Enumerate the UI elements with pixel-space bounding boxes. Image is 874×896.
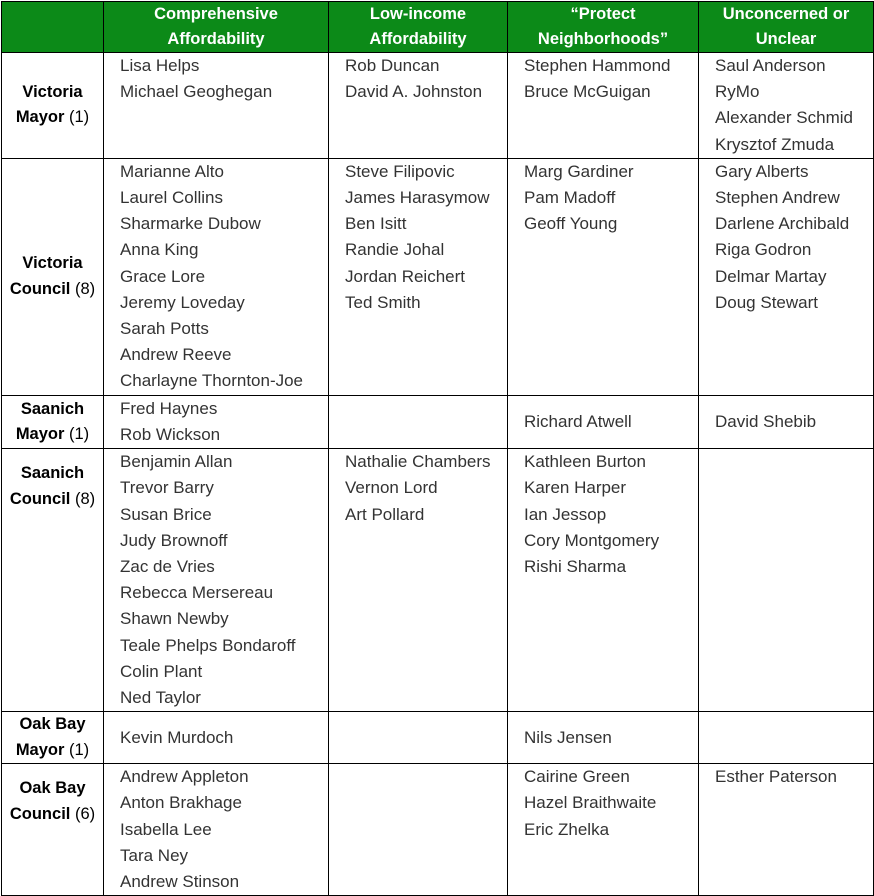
candidate-name: David Shebib bbox=[715, 411, 817, 431]
cell-comprehensive bbox=[104, 712, 329, 764]
row-label-count: (1) bbox=[69, 108, 90, 127]
candidate-name: Delmar Martay bbox=[715, 266, 827, 286]
candidate-name: Lisa Helps bbox=[120, 56, 200, 75]
cell-unconcerned bbox=[699, 158, 874, 395]
row-label bbox=[2, 158, 104, 395]
candidate-name: Grace Lore bbox=[120, 266, 206, 286]
candidate-name: Alexander Schmid bbox=[715, 108, 853, 128]
row-label bbox=[2, 764, 104, 896]
candidate-name: Stephen Andrew bbox=[715, 188, 840, 208]
candidate-name: Doug Stewart bbox=[715, 292, 818, 312]
cell-comprehensive bbox=[104, 158, 329, 395]
row-label bbox=[2, 449, 104, 712]
candidate-name: Eric Zhelka bbox=[524, 819, 610, 839]
cell-comprehensive bbox=[104, 764, 329, 896]
cell-protect-neighborhoods bbox=[508, 158, 699, 395]
row-label-line2: Mayor bbox=[15, 425, 65, 444]
candidate-name: Hazel Braithwaite bbox=[524, 793, 657, 813]
cell-low-income bbox=[329, 53, 508, 159]
candidate-name: Pam Madoff bbox=[524, 188, 616, 208]
row-label-line1: Saanich bbox=[20, 464, 85, 483]
row-label-count: (1) bbox=[69, 425, 90, 444]
candidate-name: Colin Plant bbox=[120, 661, 203, 681]
row-victoria-mayor bbox=[2, 53, 874, 159]
candidate-name: Rishi Sharma bbox=[524, 557, 627, 577]
candidate-name: Marianne Alto bbox=[120, 161, 224, 181]
cell-low-income bbox=[329, 449, 508, 712]
candidate-name: Cory Montgomery bbox=[524, 530, 660, 550]
header-line1: Comprehensive bbox=[154, 5, 278, 23]
header-line2: Neighborhoods” bbox=[537, 30, 669, 48]
candidate-name: Michael Geoghegan bbox=[120, 82, 273, 102]
cell-unconcerned bbox=[699, 395, 874, 448]
candidate-name: Cairine Green bbox=[524, 767, 630, 787]
cell-protect-neighborhoods bbox=[508, 53, 699, 159]
candidate-name: Zac de Vries bbox=[120, 557, 215, 577]
candidate-name: Art Pollard bbox=[345, 504, 425, 524]
candidate-name: Esther Paterson bbox=[715, 767, 837, 787]
candidate-name: Vernon Lord bbox=[345, 478, 438, 498]
candidate-name: Andrew Reeve bbox=[120, 345, 232, 365]
row-label bbox=[2, 712, 104, 764]
candidate-name: Marg Gardiner bbox=[524, 161, 634, 181]
candidate-name: Ian Jessop bbox=[524, 504, 607, 524]
row-label bbox=[2, 395, 104, 448]
candidate-name: Susan Brice bbox=[120, 504, 212, 524]
cell-comprehensive bbox=[104, 449, 329, 712]
row-label-line2: Mayor bbox=[15, 740, 65, 759]
row-victoria-council bbox=[2, 158, 874, 395]
candidate-table bbox=[1, 1, 874, 896]
header-line2: Affordability bbox=[167, 30, 265, 48]
cell-protect-neighborhoods bbox=[508, 395, 699, 448]
candidate-name: Darlene Archibald bbox=[715, 214, 850, 234]
row-label-line1: Victoria bbox=[22, 82, 83, 101]
candidate-name: Teale Phelps Bondaroff bbox=[120, 635, 296, 655]
cell-protect-neighborhoods bbox=[508, 712, 699, 764]
header-comprehensive-affordability bbox=[104, 2, 329, 53]
row-label-line1: Saanich bbox=[20, 399, 85, 418]
candidate-name: Shawn Newby bbox=[120, 609, 229, 629]
cell-protect-neighborhoods bbox=[508, 449, 699, 712]
row-label-line2: Council bbox=[9, 489, 71, 508]
candidate-name: Kathleen Burton bbox=[524, 452, 646, 472]
candidate-name: Kevin Murdoch bbox=[120, 727, 234, 747]
candidate-name: RyMo bbox=[715, 82, 760, 102]
candidate-name: Trevor Barry bbox=[120, 478, 214, 498]
header-protect-neighborhoods bbox=[508, 2, 699, 53]
candidate-name: Ted Smith bbox=[345, 292, 421, 312]
row-label-line2: Mayor bbox=[15, 108, 65, 127]
row-label-line1: Victoria bbox=[22, 254, 83, 273]
row-label-count: (8) bbox=[74, 489, 96, 508]
candidate-name: Saul Anderson bbox=[715, 56, 826, 75]
candidate-name: Jeremy Loveday bbox=[120, 292, 245, 312]
candidate-name: Jordan Reichert bbox=[345, 266, 466, 286]
cell-unconcerned bbox=[699, 53, 874, 159]
row-label-count: (8) bbox=[74, 279, 96, 298]
candidate-name: Andrew Appleton bbox=[120, 767, 249, 787]
row-label-count: (6) bbox=[74, 804, 96, 823]
row-label-line1: Oak Bay bbox=[19, 779, 86, 798]
candidate-name: Sarah Potts bbox=[120, 319, 209, 339]
row-label-line2: Council bbox=[9, 279, 71, 298]
header-unconcerned-or-unclear bbox=[699, 2, 874, 53]
candidate-name: Isabella Lee bbox=[120, 819, 212, 839]
row-oak-bay-mayor bbox=[2, 712, 874, 764]
candidate-name: Rebecca Mersereau bbox=[120, 583, 274, 603]
candidate-name: Fred Haynes bbox=[120, 398, 218, 418]
row-saanich-council bbox=[2, 449, 874, 712]
row-saanich-mayor bbox=[2, 395, 874, 448]
cell-unconcerned bbox=[699, 764, 874, 896]
candidate-name: Sharmarke Dubow bbox=[120, 214, 261, 234]
candidate-name: Riga Godron bbox=[715, 240, 812, 260]
candidate-name: Rob Duncan bbox=[345, 56, 440, 75]
candidate-name: Stephen Hammond bbox=[524, 56, 671, 75]
candidate-name: Rob Wickson bbox=[120, 425, 221, 445]
candidate-name: Randie Johal bbox=[345, 240, 445, 260]
header-low-income-affordability bbox=[329, 2, 508, 53]
row-label-count: (1) bbox=[69, 740, 90, 759]
cell-low-income bbox=[329, 395, 508, 448]
candidate-name: Steve Filipovic bbox=[345, 161, 455, 181]
candidate-name: Judy Brownoff bbox=[120, 530, 228, 550]
candidate-name: Krysztof Zmuda bbox=[715, 134, 835, 154]
cell-low-income bbox=[329, 158, 508, 395]
header-line1: Unconcerned or bbox=[722, 5, 850, 23]
cell-unconcerned bbox=[699, 712, 874, 764]
candidate-name: Karen Harper bbox=[524, 478, 627, 498]
candidate-name: Ben Isitt bbox=[345, 214, 407, 234]
cell-unconcerned bbox=[699, 449, 874, 712]
candidate-name: Anna King bbox=[120, 240, 199, 260]
cell-protect-neighborhoods bbox=[508, 764, 699, 896]
candidate-name: Anton Brakhage bbox=[120, 793, 242, 813]
candidate-name: Gary Alberts bbox=[715, 161, 809, 181]
candidate-name: Nathalie Chambers bbox=[345, 452, 491, 472]
header-corner bbox=[2, 2, 104, 53]
header-line1: Low-income bbox=[369, 5, 467, 23]
candidate-name: Charlayne Thornton-Joe bbox=[120, 371, 304, 391]
candidate-name: Laurel Collins bbox=[120, 188, 223, 208]
row-label-line1: Oak Bay bbox=[19, 715, 86, 734]
header-row bbox=[2, 2, 874, 53]
row-label bbox=[2, 53, 104, 159]
cell-comprehensive bbox=[104, 53, 329, 159]
row-label-line2: Council bbox=[9, 804, 71, 823]
cell-low-income bbox=[329, 764, 508, 896]
header-line2: Unclear bbox=[755, 30, 817, 48]
candidate-name: Bruce McGuigan bbox=[524, 82, 651, 102]
cell-low-income bbox=[329, 712, 508, 764]
candidate-name: Tara Ney bbox=[120, 845, 189, 865]
candidate-name: Andrew Stinson bbox=[120, 872, 240, 892]
candidate-name: Richard Atwell bbox=[524, 411, 632, 431]
cell-comprehensive bbox=[104, 395, 329, 448]
header-line2: Affordability bbox=[369, 30, 467, 48]
candidate-name: David A. Johnston bbox=[345, 82, 483, 102]
candidate-name: Geoff Young bbox=[524, 214, 618, 234]
candidate-name: Ned Taylor bbox=[120, 688, 201, 708]
candidate-name: Benjamin Allan bbox=[120, 452, 233, 472]
candidate-name: Nils Jensen bbox=[524, 727, 612, 747]
candidate-name: James Harasymow bbox=[345, 188, 490, 208]
header-line1: “Protect bbox=[570, 5, 636, 23]
row-oak-bay-council bbox=[2, 764, 874, 896]
